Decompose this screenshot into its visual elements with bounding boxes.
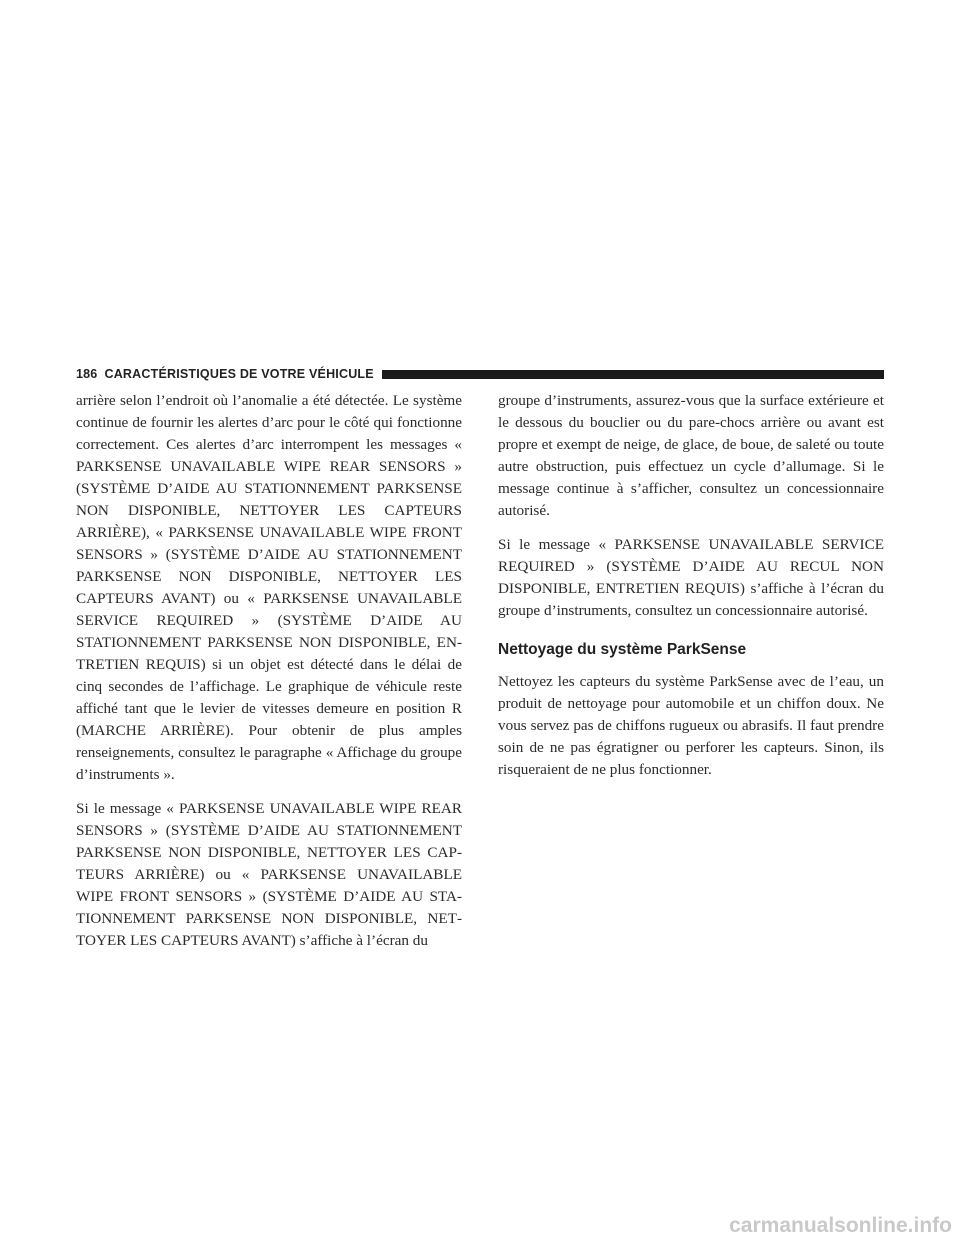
page-header: [76, 366, 884, 382]
left-paragraph-1: arrière selon l’endroit où l’anomalie a été détectée. Le système continue de fournir les alertes d’arc pour le côté qui fonctionne correctement. Ces alertes d’arc interrompent les messages « PARKSENSE UNAVAILABLE WIPE REAR SENSORS » (SYSTÈME D’AIDE AU STATIONNEMENT PARKSENSE NON DISPONIBLE, NETTOYER LES CAPTEURS ARRIÈRE), « PARKSENSE UNAVAILABLE WIPE FRONT SENSORS » (SYSTÈME D’AIDE AU STATIONNEMENT PARKSENSE NON DISPONIBLE, NETTOYER LES CAPTEURS AVANT) ou « PARKSENSE UNAVAILABLE SERVICE REQUIRED » (SYSTÈME D’AIDE AU STATIONNEMENT PARKSENSE NON DISPONIBLE, ENTRETIEN REQUIS) si un objet est détecté dans le délai de cinq secondes de l’affichage. Le graphique de véhicule reste affiché tant que le levier de vitesses demeure en position R (MARCHE ARRIÈRE). Pour obtenir de plus amples renseignements, consultez le paragraphe « Affichage du groupe d’instruments ».: [76, 392, 462, 783]
right-paragraph-3: Nettoyez les capteurs du système ParkSense avec de l’eau, un produit de nettoyage pour automobile et un chiffon doux. Ne vous servez pas de chiffons rugueux ou abrasifs. Il faut prendre soin de ne pas égratigner ou perforer les capteurs. Sinon, ils risqueraient de ne plus fonctionner.: [498, 673, 884, 778]
watermark-link[interactable]: carmanualsonline.info: [729, 1214, 952, 1237]
header-rule: [382, 370, 884, 379]
page-number: 186: [76, 367, 98, 381]
section-title: CARACTÉRISTIQUES DE VOTRE VÉHICULE: [104, 367, 374, 381]
right-paragraph-1: groupe d’instruments, assurez-vous que la surface extérieure et le dessous du bouclier ou du pare-chocs arrière ou avant est propre et exempt de neige, de glace, de boue, de saleté ou toute autre obstruction, puis effectuez un cycle d’allumage. Si le message continue à s’afficher, consultez un concessionnaire autorisé.: [498, 392, 884, 519]
left-column: [76, 390, 462, 964]
section-heading: Nettoyage du système ParkSense: [498, 641, 747, 658]
right-column: [498, 390, 884, 793]
right-paragraph-2: Si le message « PARKSENSE UNAVAILABLE SERVICE REQUIRED » (SYSTÈME D’AIDE AU RECUL NON DISPONIBLE, ENTRETIEN REQUIS) s’affiche à l’écran du groupe d’instruments, consultez un concessionnaire autorisé.: [498, 536, 884, 619]
left-paragraph-2: Si le message « PARKSENSE UNAVAILABLE WIPE REAR SENSORS » (SYSTÈME D’AIDE AU STATIONNEMENT PARKSENSE NON DISPONIBLE, NETTOYER LES CAPTEURS ARRIÈRE) ou « PARKSENSE UNAVAILABLE WIPE FRONT SENSORS » (SYSTÈME D’AIDE AU STATIONNEMENT PARKSENSE NON DISPONIBLE, NETTOYER LES CAPTEURS AVANT) s’affiche à l’écran du: [76, 800, 462, 949]
